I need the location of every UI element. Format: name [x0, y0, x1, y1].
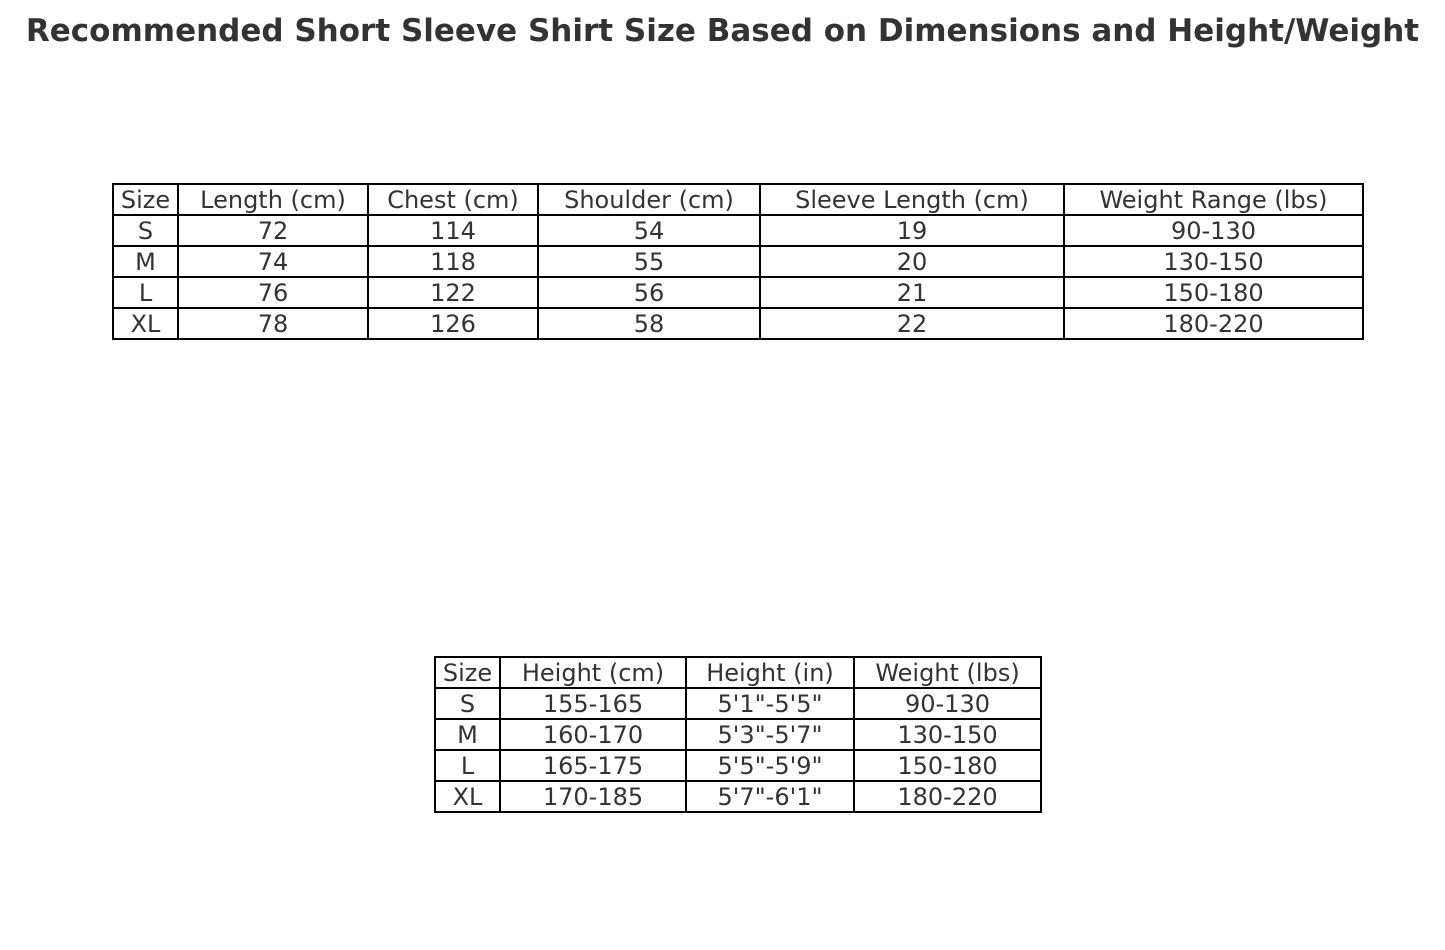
table-cell: 74: [178, 246, 368, 277]
table-cell: 160-170: [500, 719, 686, 750]
table-cell: 130-150: [1064, 246, 1363, 277]
table-cell: 5'3"-5'7": [686, 719, 854, 750]
table-row-l: [435, 750, 1041, 781]
table-cell: 130-150: [854, 719, 1041, 750]
table-cell: 78: [178, 308, 368, 339]
table-cell: 5'5"-5'9": [686, 750, 854, 781]
table-cell: 155-165: [500, 688, 686, 719]
table-row-s: [113, 215, 1363, 246]
table-cell: 180-220: [1064, 308, 1363, 339]
table-cell: 150-180: [1064, 277, 1363, 308]
column-header-chest: Chest (cm): [368, 184, 538, 215]
table-row-m: [435, 719, 1041, 750]
height-weight-table: [434, 656, 1042, 813]
table-cell: 126: [368, 308, 538, 339]
table-cell: M: [113, 246, 178, 277]
table-cell: 72: [178, 215, 368, 246]
table-cell: 170-185: [500, 781, 686, 812]
table-cell: 118: [368, 246, 538, 277]
table-row-xl: [435, 781, 1041, 812]
table-cell: 21: [760, 277, 1064, 308]
column-header-weight-lbs: Weight (lbs): [854, 657, 1041, 688]
table-row-l: [113, 277, 1363, 308]
table-row-s: [435, 688, 1041, 719]
table-header-row: [113, 184, 1363, 215]
table-cell: 54: [538, 215, 760, 246]
table-cell: 5'1"-5'5": [686, 688, 854, 719]
table-cell: 114: [368, 215, 538, 246]
table-cell: 55: [538, 246, 760, 277]
table-cell: S: [113, 215, 178, 246]
figure-title: Recommended Short Sleeve Shirt Size Based on Dimensions and Height/Weight: [25, 13, 1420, 49]
table-cell: 165-175: [500, 750, 686, 781]
table-cell: 180-220: [854, 781, 1041, 812]
shirt-dimensions-table: [112, 183, 1364, 340]
table-cell: 76: [178, 277, 368, 308]
column-header-height-in: Height (in): [686, 657, 854, 688]
table-header-row: [435, 657, 1041, 688]
table-cell: 56: [538, 277, 760, 308]
table-cell: 90-130: [1064, 215, 1363, 246]
table-cell: S: [435, 688, 500, 719]
table-cell: L: [113, 277, 178, 308]
table-cell: 20: [760, 246, 1064, 277]
column-header-weight-range: Weight Range (lbs): [1064, 184, 1363, 215]
table-row-xl: [113, 308, 1363, 339]
table-cell: 90-130: [854, 688, 1041, 719]
table-row-m: [113, 246, 1363, 277]
table-cell: 5'7"-6'1": [686, 781, 854, 812]
table-cell: 122: [368, 277, 538, 308]
table-cell: 19: [760, 215, 1064, 246]
column-header-height-cm: Height (cm): [500, 657, 686, 688]
table-cell: M: [435, 719, 500, 750]
column-header-sleeve-length: Sleeve Length (cm): [760, 184, 1064, 215]
column-header-size: Size: [113, 184, 178, 215]
table-cell: L: [435, 750, 500, 781]
column-header-length: Length (cm): [178, 184, 368, 215]
column-header-shoulder: Shoulder (cm): [538, 184, 760, 215]
table-cell: 58: [538, 308, 760, 339]
column-header-size: Size: [435, 657, 500, 688]
table-cell: 22: [760, 308, 1064, 339]
table-cell: 150-180: [854, 750, 1041, 781]
table-cell: XL: [435, 781, 500, 812]
table-cell: XL: [113, 308, 178, 339]
